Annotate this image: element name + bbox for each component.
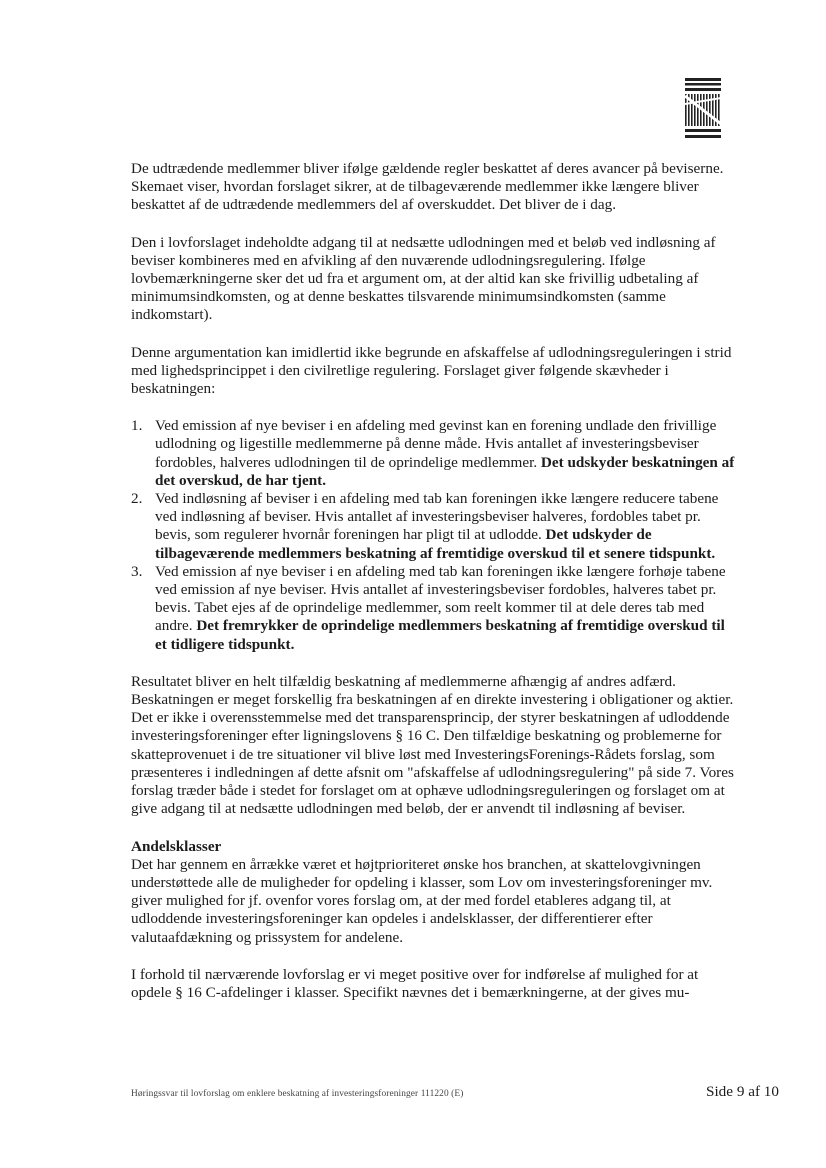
list-item-emphasis: Det udskyder beskatningen af det overskud, de har tjent. [155,453,735,489]
list-number: 3. [131,562,143,580]
list-item-emphasis: Det udskyder de tilbageværende medlemmers beskatning af fremtidige overskud til et senere tidspunkt. [155,526,716,562]
page-number: Side 9 af 10 [706,1083,779,1100]
paragraph: De udtrædende medlemmer bliver ifølge gældende regler beskattet af deres avancer på beviserne. Skemaet viser, hvordan forslaget sikrer, at de tilbageværende medlemmer ikke længere bliver beskattet af de udtrædende medlemmers del af overskuddet. Det bliver de i dag. [131,160,724,214]
document-body [131,160,739,1021]
section-paragraph: Det har gennem en årrække været et højtprioriteret ønske hos branchen, at skattelovgivningen understøttede alle de muligheder for opdeling i klasser, som Lov om investeringsforeninger mv. giver mulighed for jf. ovenfor vores forslag om, at der med fordel etableres adgang til, at udloddende investeringsforeninger kan opdeles i andelsklasser, der differentierer efter valutaafdækning og prissystem for andelene. [131,855,713,946]
list-item-text: Ved indløsning af beviser i en afdeling med tab kan foreningen ikke længere reducere tabene ved indløsning af beviser. Hvis antallet af investeringsbeviser halveres, fordobles tabet pr. bevis, som regulerer hvornår foreningen har pligt til at udlodde. [155,490,719,544]
numbered-list [131,417,739,654]
list-item [131,563,739,654]
list-item-text: Ved emission af nye beviser i en afdeling med tab kan foreningen ikke længere forhøje tabene ved emission af nye beviser. Hvis antallet af investeringsbeviser fordobles, halveres tabet pr. bevis. Tabet ejes af de oprindelige medlemmer, som reelt kommer til at dele deres tab med andre. [155,562,726,635]
striped-logo-icon [683,78,723,140]
list-item [131,490,739,563]
list-item [131,417,739,490]
paragraph: Den i lovforslaget indeholdte adgang til at nedsætte udlodningen med et beløb ved indløsning af beviser kombineres med en afvikling af den nuværende udlodningsregulering. Ifølge lovbemærkningerne sker det ud fra et argument om, at der altid kan ske frivillig udbetaling af minimumsindkomsten, og at denne beskattes tilsvarende minimumsindkomsten (samme indkomstart). [131,233,716,324]
list-number: 2. [131,490,143,508]
list-number: 1. [131,417,143,435]
page-footer [131,1081,779,1101]
paragraph: Denne argumentation kan imidlertid ikke begrunde en afskaffelse af udlodningsreguleringen i strid med lighedsprincippet i den civilretlige regulering. Forslaget giver følgende skævheder i beskatningen: [131,343,732,398]
list-item-emphasis: Det fremrykker de oprindelige medlemmers beskatning af fremtidige overskud til et tidligere tidspunkt. [155,617,725,653]
result-paragraph: Resultatet bliver en helt tilfældig beskatning af medlemmerne afhængig af andres adfærd. Beskatningen er meget forskellig fra beskatningen af en direkte investering i obligationer og aktier. Det er ikke i overensstemmelse med det transparensprincip, der styrer beskatningen af udloddende investeringsforeninger efter ligningslovens § 16 C. Den tilfældige beskatning og problemerne for skatteprovenuet i de tre situationer vil blive løst med InvesteringsForenings-Rådets forslag, som præsenteres i indledningen af dette afsnit om "afskaffelse af udlodningsregulering" på side 7. Vores forslag træder både i stedet for forslaget om at ophæve udlodningsreguleringen og forslaget om at give adgang til at nedsætte udlodningen med beløb, der er anvendt til indløsning af beviser. [131,672,734,818]
footer-document-title: Høringssvar til lovforslag om enklere beskatning af investeringsforeninger 111220 (E) [131,1089,464,1099]
company-logo [683,78,723,140]
list-item-text: Ved emission af nye beviser i en afdeling med gevinst kan en forening undlade den frivillige udlodning og ligestille medlemmerne på denne måde. Hvis antallet af investeringsbeviser fordobles, halveres udlodningen til de oprindelige medlemmer. [155,417,717,471]
last-paragraph: I forhold til nærværende lovforslag er vi meget positive over for indførelse af mulighed for at opdele § 16 C-afdelinger i klasser. Specifikt nævnes det i bemærkningerne, at der gives mu- [131,965,699,1001]
section-heading: Andelsklasser [131,837,222,855]
